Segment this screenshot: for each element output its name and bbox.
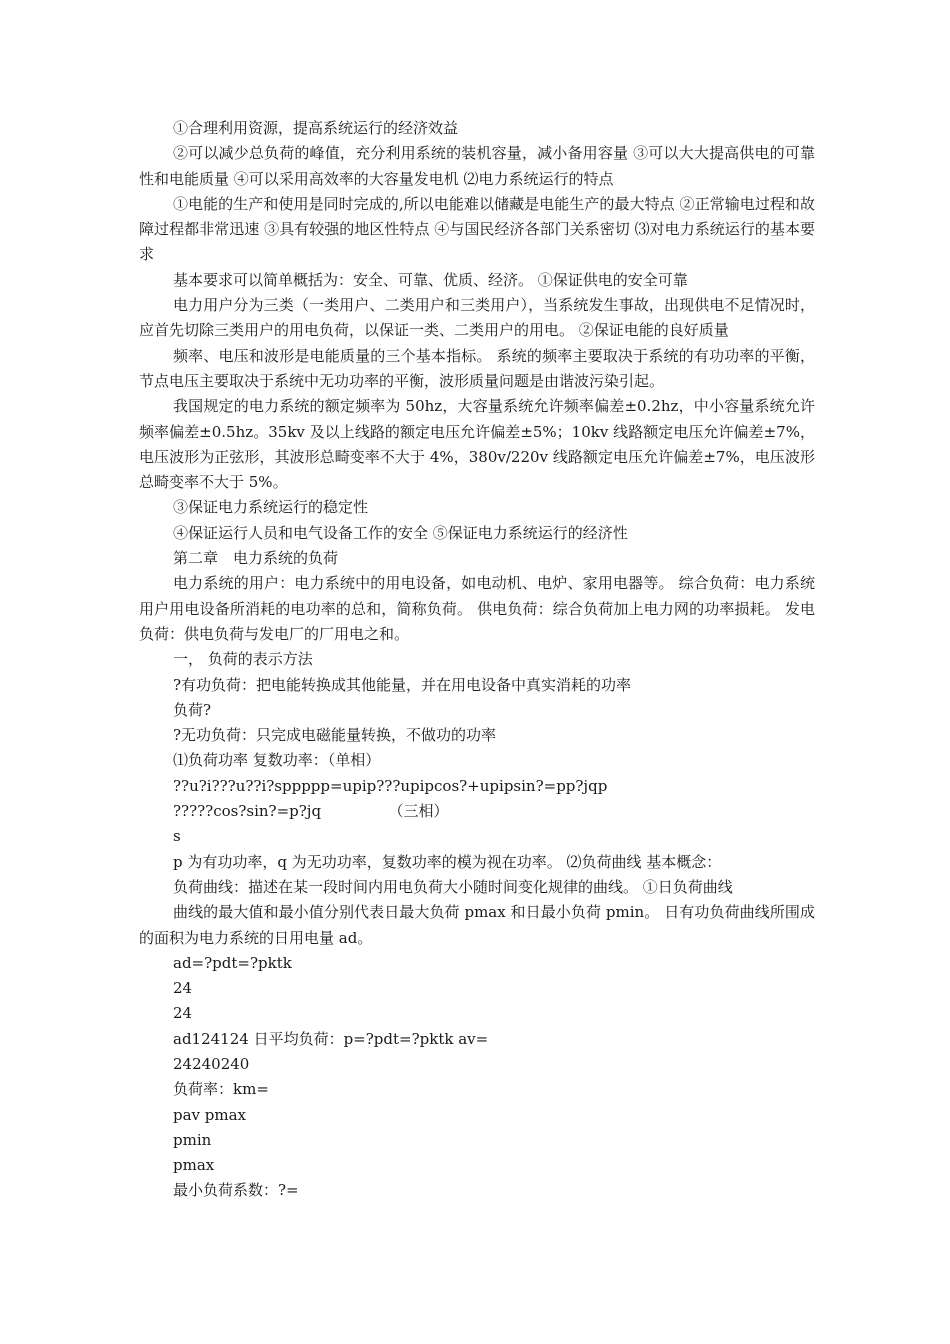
paragraph: 负荷? — [173, 700, 212, 719]
formula-line: ad124124 日平均负荷：p=?pdt=?pktk av= — [173, 1029, 489, 1048]
paragraph: p 为有功功率，q 为无功功率，复数功率的模为视在功率。 ⑵负荷曲线 基本概念： — [173, 852, 722, 871]
paragraph: ⑴负荷功率 复数功率：（单相） — [173, 751, 381, 770]
formula-line: ad=?pdt=?pktk — [173, 953, 292, 972]
formula-line: s — [173, 827, 181, 846]
paragraph: 负荷率：km= — [173, 1080, 269, 1099]
paragraph: ②可以减少总负荷的峰值，充分利用系统的装机容量，减小备用容量 ③可以大大提高供电的可靠性和电能质量 ④可以采用高效率的大容量发电机 ⑵电力系统运行的特点 — [139, 144, 815, 188]
section-heading: 一， 负荷的表示方法 — [173, 650, 313, 669]
document-body — [139, 116, 815, 1204]
formula-line: ?????cos?sin?=p?jq （三相） — [173, 802, 449, 821]
paragraph: 曲线的最大值和最小值分别代表日最大负荷 pmax 和日最小负荷 pmin。 日有功负荷曲线所围成的面积为电力系统的日用电量 ad。 — [139, 903, 815, 947]
paragraph: ①合理利用资源，提高系统运行的经济效益 — [173, 119, 459, 137]
formula-line: 24 — [173, 1004, 193, 1023]
formula-line: pav pmax — [173, 1105, 247, 1124]
paragraph: 最小负荷系数：?= — [173, 1181, 299, 1200]
formula-line: pmax — [173, 1156, 215, 1175]
formula-line: 24 — [173, 979, 193, 998]
formula-line: 24240240 — [173, 1054, 250, 1073]
paragraph: 频率、电压和波形是电能质量的三个基本指标。 系统的频率主要取决于系统的有功功率的平衡，节点电压主要取决于系统中无功功率的平衡，波形质量问题是由谐波污染引起。 — [139, 346, 815, 390]
paragraph: ④保证运行人员和电气设备工作的安全 ⑤保证电力系统运行的经济性 — [173, 523, 628, 542]
paragraph: 电力用户分为三类（一类用户、二类用户和三类用户），当系统发生事故，出现供电不足情况时，应首先切除三类用户的用电负荷，以保证一类、二类用户的用电。 ②保证电能的良好质量 — [139, 296, 815, 340]
paragraph: 负荷曲线：描述在某一段时间内用电负荷大小随时间变化规律的曲线。 ①日负荷曲线 — [173, 877, 733, 896]
paragraph: ①电能的生产和使用是同时完成的,所以电能难以储藏是电能生产的最大特点 ②正常输电过程和故障过程都非常迅速 ③具有较强的地区性特点 ④与国民经济各部门关系密切 ⑶对电力系统运行的基本要求 — [139, 194, 815, 264]
paragraph: ③保证电力系统运行的稳定性 — [173, 498, 369, 517]
paragraph: 基本要求可以简单概括为：安全、可靠、优质、经济。 ①保证供电的安全可靠 — [173, 270, 688, 289]
paragraph: 我国规定的电力系统的额定频率为 50hz，大容量系统允许频率偏差±0.2hz，中小容量系统允许频率偏差±0.5hz。35kv 及以上线路的额定电压允许偏差±5%；10kv 线路额定电压允许偏差±7%，电压波形为正弦形，其波形总畸变率不大于 4%，380v/220v 线路额定电压允许偏差±7%，电压波形总畸变率不大于 5%。 — [139, 397, 815, 492]
formula-line: ??u?i???u??i?sppppp=upip???upipcos?+upipsin?=pp?jqp — [173, 776, 608, 795]
formula-line: pmin — [173, 1130, 212, 1149]
paragraph: ?有功负荷：把电能转换成其他能量，并在用电设备中真实消耗的功率 — [173, 675, 632, 694]
chapter-heading: 第二章 电力系统的负荷 — [173, 549, 339, 568]
paragraph: 电力系统的用户：电力系统中的用电设备，如电动机、电炉、家用电器等。 综合负荷：电力系统用户用电设备所消耗的电功率的总和，简称负荷。 供电负荷：综合负荷加上电力网的功率损耗。 发电负荷：供电负荷与发电厂的厂用电之和。 — [139, 574, 815, 643]
paragraph: ?无功负荷：只完成电磁能量转换，不做功的功率 — [173, 726, 497, 745]
